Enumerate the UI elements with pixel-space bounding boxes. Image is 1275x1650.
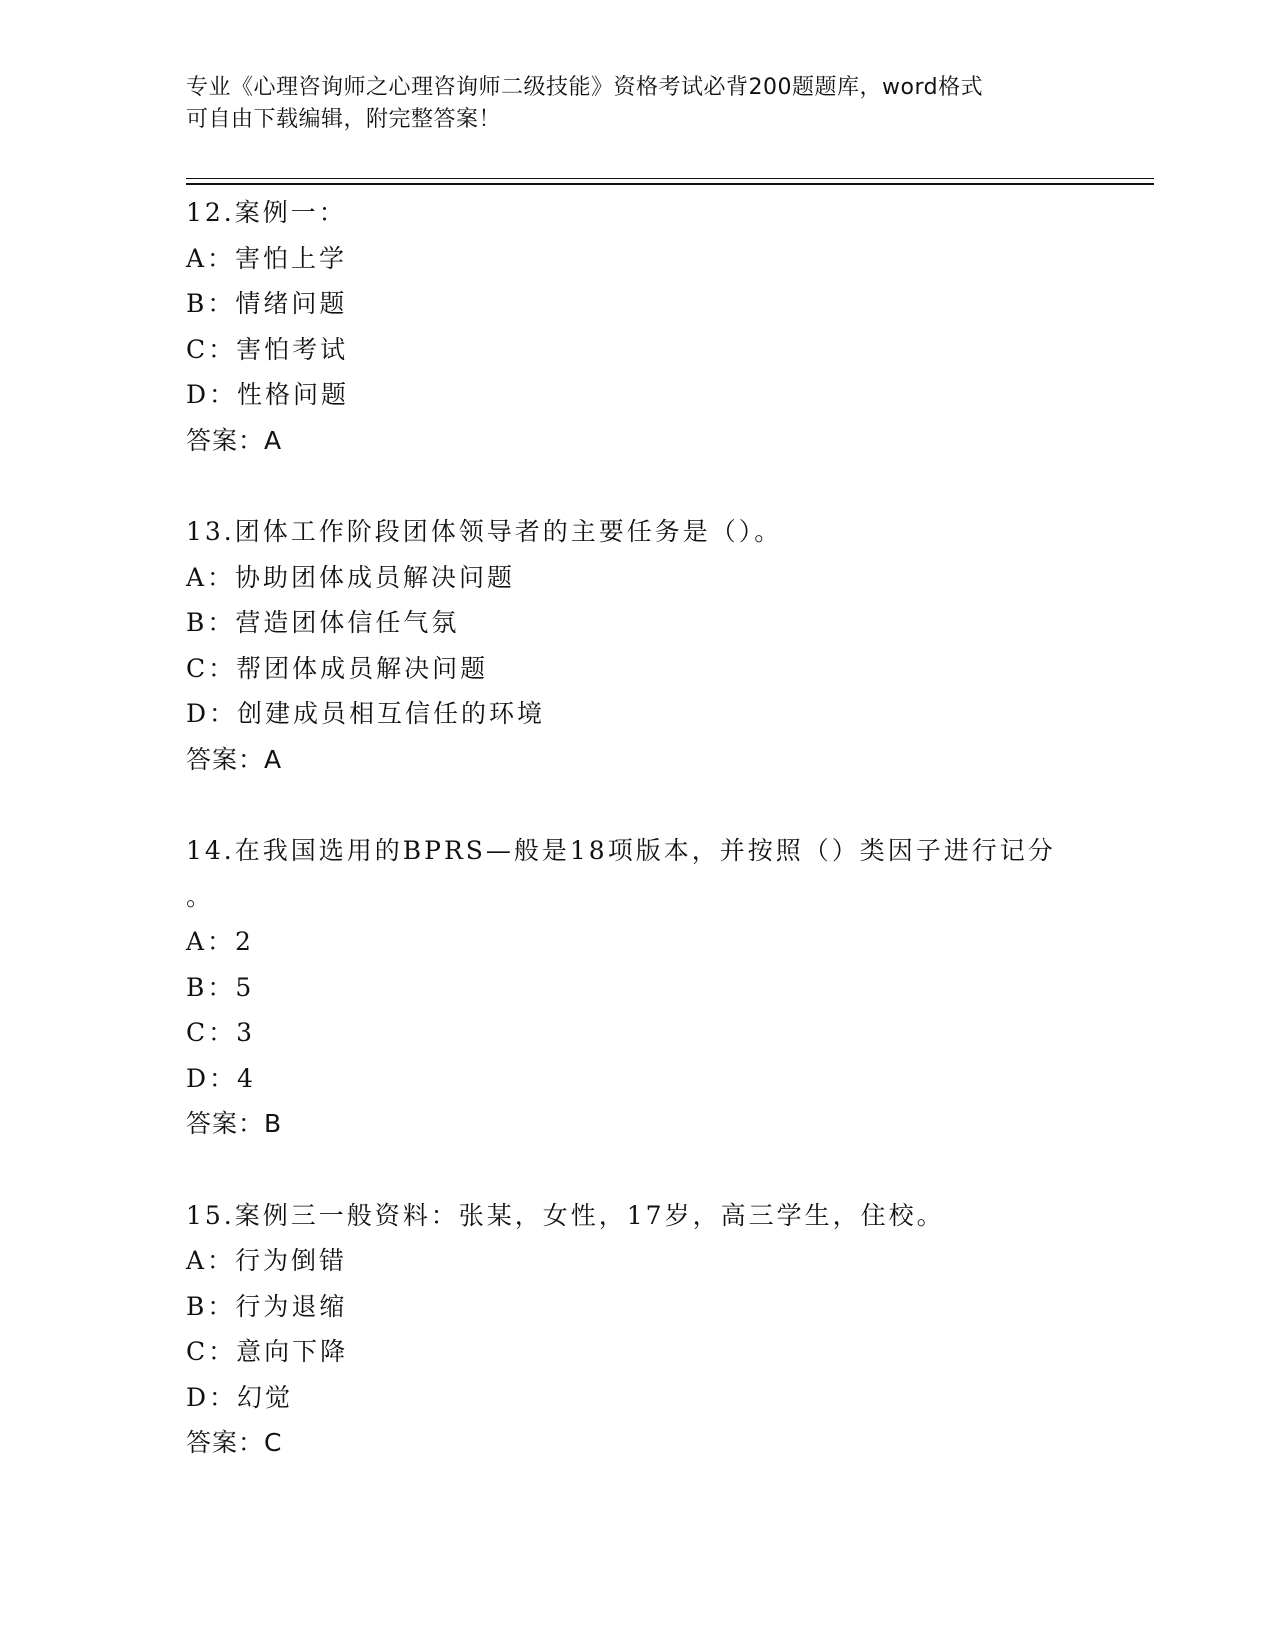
option-d: D：性格问题 bbox=[186, 380, 350, 409]
question-stem: 13.团体工作阶段团体领导者的主要任务是（）。 bbox=[186, 517, 783, 546]
answer-line: 答案：A bbox=[186, 744, 283, 774]
option-c: C：害怕考试 bbox=[186, 334, 349, 364]
option-b: B：营造团体信任气氛 bbox=[186, 608, 460, 637]
question-12 bbox=[186, 190, 1066, 463]
question-13 bbox=[186, 509, 1066, 782]
question-list bbox=[186, 190, 1066, 1512]
question-15 bbox=[186, 1193, 1066, 1466]
question-stem: 15.案例三一般资料：张某，女性，17岁，高三学生，住校。 bbox=[186, 1200, 945, 1230]
option-c: C：意向下降 bbox=[186, 1337, 349, 1366]
option-a: A：行为倒错 bbox=[186, 1246, 348, 1275]
option-d: D：幻觉 bbox=[186, 1382, 294, 1412]
option-a: A：害怕上学 bbox=[186, 243, 348, 273]
option-b: B：情绪问题 bbox=[186, 289, 348, 318]
option-c: C：帮团体成员解决问题 bbox=[186, 653, 489, 683]
header-line-1: 专业《心理咨询师之心理咨询师二级技能》资格考试必背200题题库，word格式 bbox=[186, 75, 984, 100]
answer-line: 答案：B bbox=[186, 1109, 283, 1138]
answer-line: 答案：A bbox=[186, 425, 283, 455]
option-b: B：行为退缩 bbox=[186, 1291, 348, 1321]
header-divider-thin bbox=[186, 178, 1154, 179]
question-14 bbox=[186, 828, 1066, 1147]
option-b: B：5 bbox=[186, 972, 255, 1002]
question-stem: 12.案例一： bbox=[186, 198, 347, 227]
option-d: D：4 bbox=[186, 1063, 256, 1093]
question-stem-continuation: 。 bbox=[186, 881, 215, 911]
header-line-2: 可自由下载编辑，附完整答案！ bbox=[186, 107, 502, 132]
option-c: C：3 bbox=[186, 1018, 256, 1047]
option-a: A：协助团体成员解决问题 bbox=[186, 562, 516, 592]
question-stem: 14.在我国选用的BPRS—般是18项版本，并按照（）类因子进行记分 bbox=[186, 836, 1056, 865]
document-header bbox=[186, 72, 1066, 136]
header-divider-thick bbox=[186, 183, 1154, 185]
option-d: D：创建成员相互信任的环境 bbox=[186, 699, 546, 728]
option-a: A：2 bbox=[186, 927, 254, 956]
answer-line: 答案：C bbox=[186, 1428, 283, 1457]
